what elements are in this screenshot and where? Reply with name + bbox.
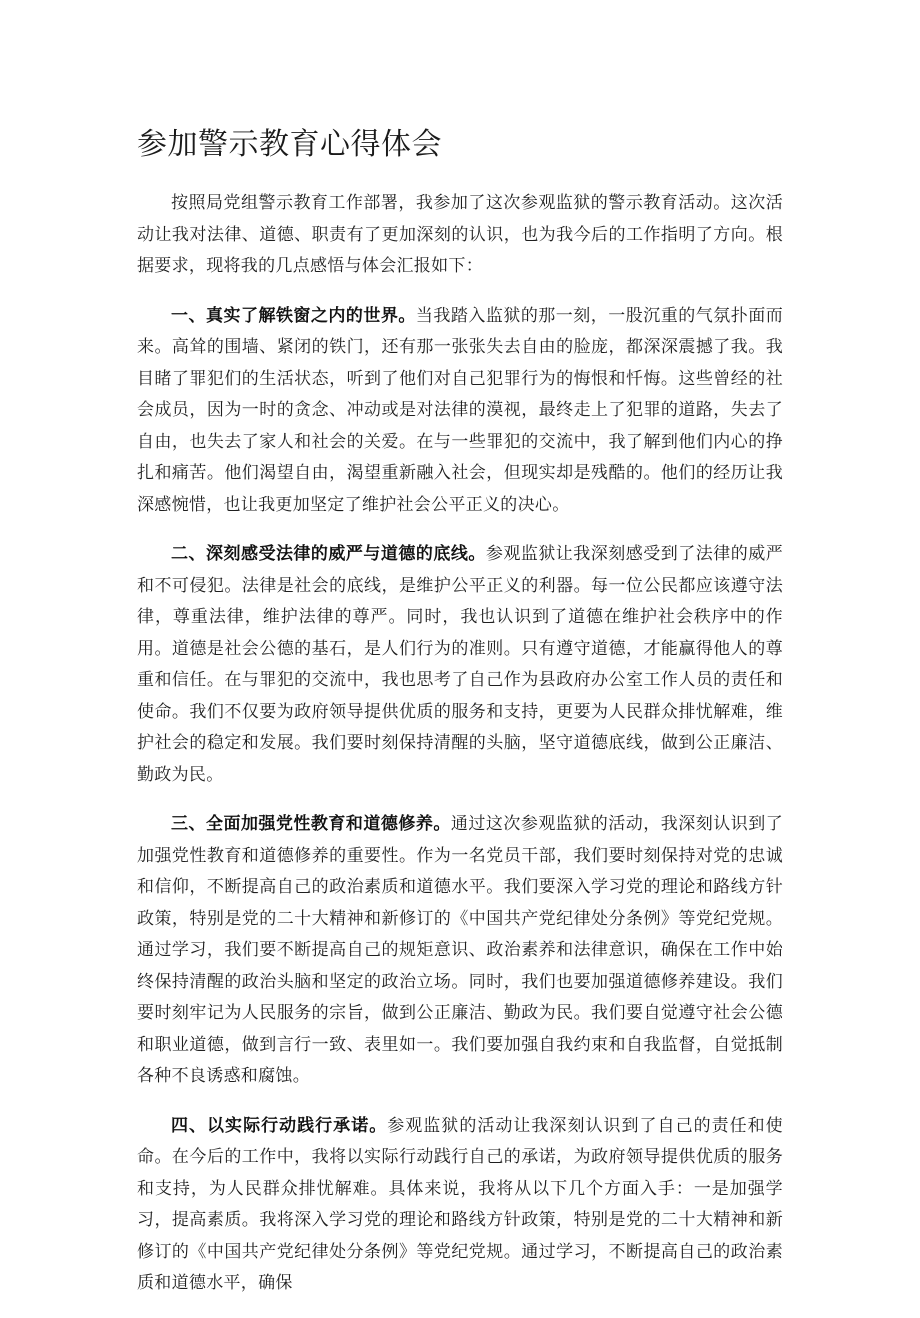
section-2-text: 参观监狱让我深刻感受到了法律的威严和不可侵犯。法律是社会的底线，是维护公平正义的利器。每一位公民都应该遵守法律，尊重法律，维护法律的尊严。同时，我也认识到了道德在维护社会秩序中的作用。道德是社会公德的基石，是人们行为的准则。只有遵守道德，才能赢得他人的尊重和信任。在与罪犯的交流中，我也思考了自己作为县政府办公室工作人员的责任和使命。我们不仅要为政府领导提供优质的服务和支持，更要为人民群众排忧解难，维护社会的稳定和发展。我们要时刻保持清醒的头脑，坚守道德底线，做到公正廉洁、勤政为民。 xyxy=(137,544,783,785)
section-3-heading: 三、全面加强党性教育和道德修养。 xyxy=(171,814,451,834)
section-1-heading: 一、真实了解铁窗之内的世界。 xyxy=(171,305,416,326)
section-3-text: 通过这次参观监狱的活动，我深刻认识到了加强党性教育和道德修养的重要性。作为一名党员干部，我们要时刻保持对党的忠诚和信仰，不断提高自己的政治素质和道德水平。我们要深入学习党的理论和路线方针政策，特别是党的二十大精神和新修订的《中国共产党纪律处分条例》等党纪党规。通过学习，我们要不断提高自己的规矩意识、政治素养和法律意识，确保在工作中始终保持清醒的政治头脑和坚定的政治立场。同时，我们也要加强道德修养建设。我们要时刻牢记为人民服务的宗旨，做到公正廉洁、勤政为民。我们要自觉遵守社会公德和职业道德，做到言行一致、表里如一。我们要加强自我约束和自我监督，自觉抵制各种不良诱惑和腐蚀。 xyxy=(137,814,783,1086)
section-1-text: 当我踏入监狱的那一刻，一股沉重的气氛扑面而来。高耸的围墙、紧闭的铁门，还有那一张张失去自由的脸庞，都深深震撼了我。我目睹了罪犯们的生活状态，听到了他们对自己犯罪行为的悔恨和忏悔。这些曾经的社会成员，因为一时的贪念、冲动或是对法律的漠视，最终走上了犯罪的道路，失去了自由，也失去了家人和社会的关爱。在与一些罪犯的交流中，我了解到他们内心的挣扎和痛苦。他们渴望自由，渴望重新融入社会，但现实却是残酷的。他们的经历让我深感惋惜，也让我更加坚定了维护社会公平正义的决心。 xyxy=(137,305,783,515)
document-title: 参加警示教育心得体会 xyxy=(137,127,442,162)
paragraph-intro xyxy=(137,188,783,283)
section-4-heading: 四、以实际行动践行承诺。 xyxy=(171,1115,388,1136)
paragraph-section-2 xyxy=(137,539,783,791)
section-2-heading: 二、深刻感受法律的威严与道德的底线。 xyxy=(171,544,486,564)
paragraph-section-3 xyxy=(137,809,783,1093)
paragraph-intro-text: 按照局党组警示教育工作部署，我参加了这次参观监狱的警示教育活动。这次活动让我对法律、道德、职责有了更加深刻的认识，也为我今后的工作指明了方向。根据要求，现将我的几点感悟与体会汇报如下： xyxy=(137,193,783,276)
section-4-text: 参观监狱的活动让我深刻认识到了自己的责任和使命。在今后的工作中，我将以实际行动践行自己的承诺，为政府领导提供优质的服务和支持，为人民群众排忧解难。具体来说，我将从以下几个方面入手：一是加强学习，提高素质。我将深入学习党的理论和路线方针政策，特别是党的二十大精神和新修订的《中国共产党纪律处分条例》等党纪党规。通过学习，不断提高自己的政治素质和道德水平，确保 xyxy=(137,1115,783,1293)
paragraph-section-4 xyxy=(137,1111,783,1300)
document-body xyxy=(137,122,783,1318)
paragraph-section-1 xyxy=(137,301,783,522)
